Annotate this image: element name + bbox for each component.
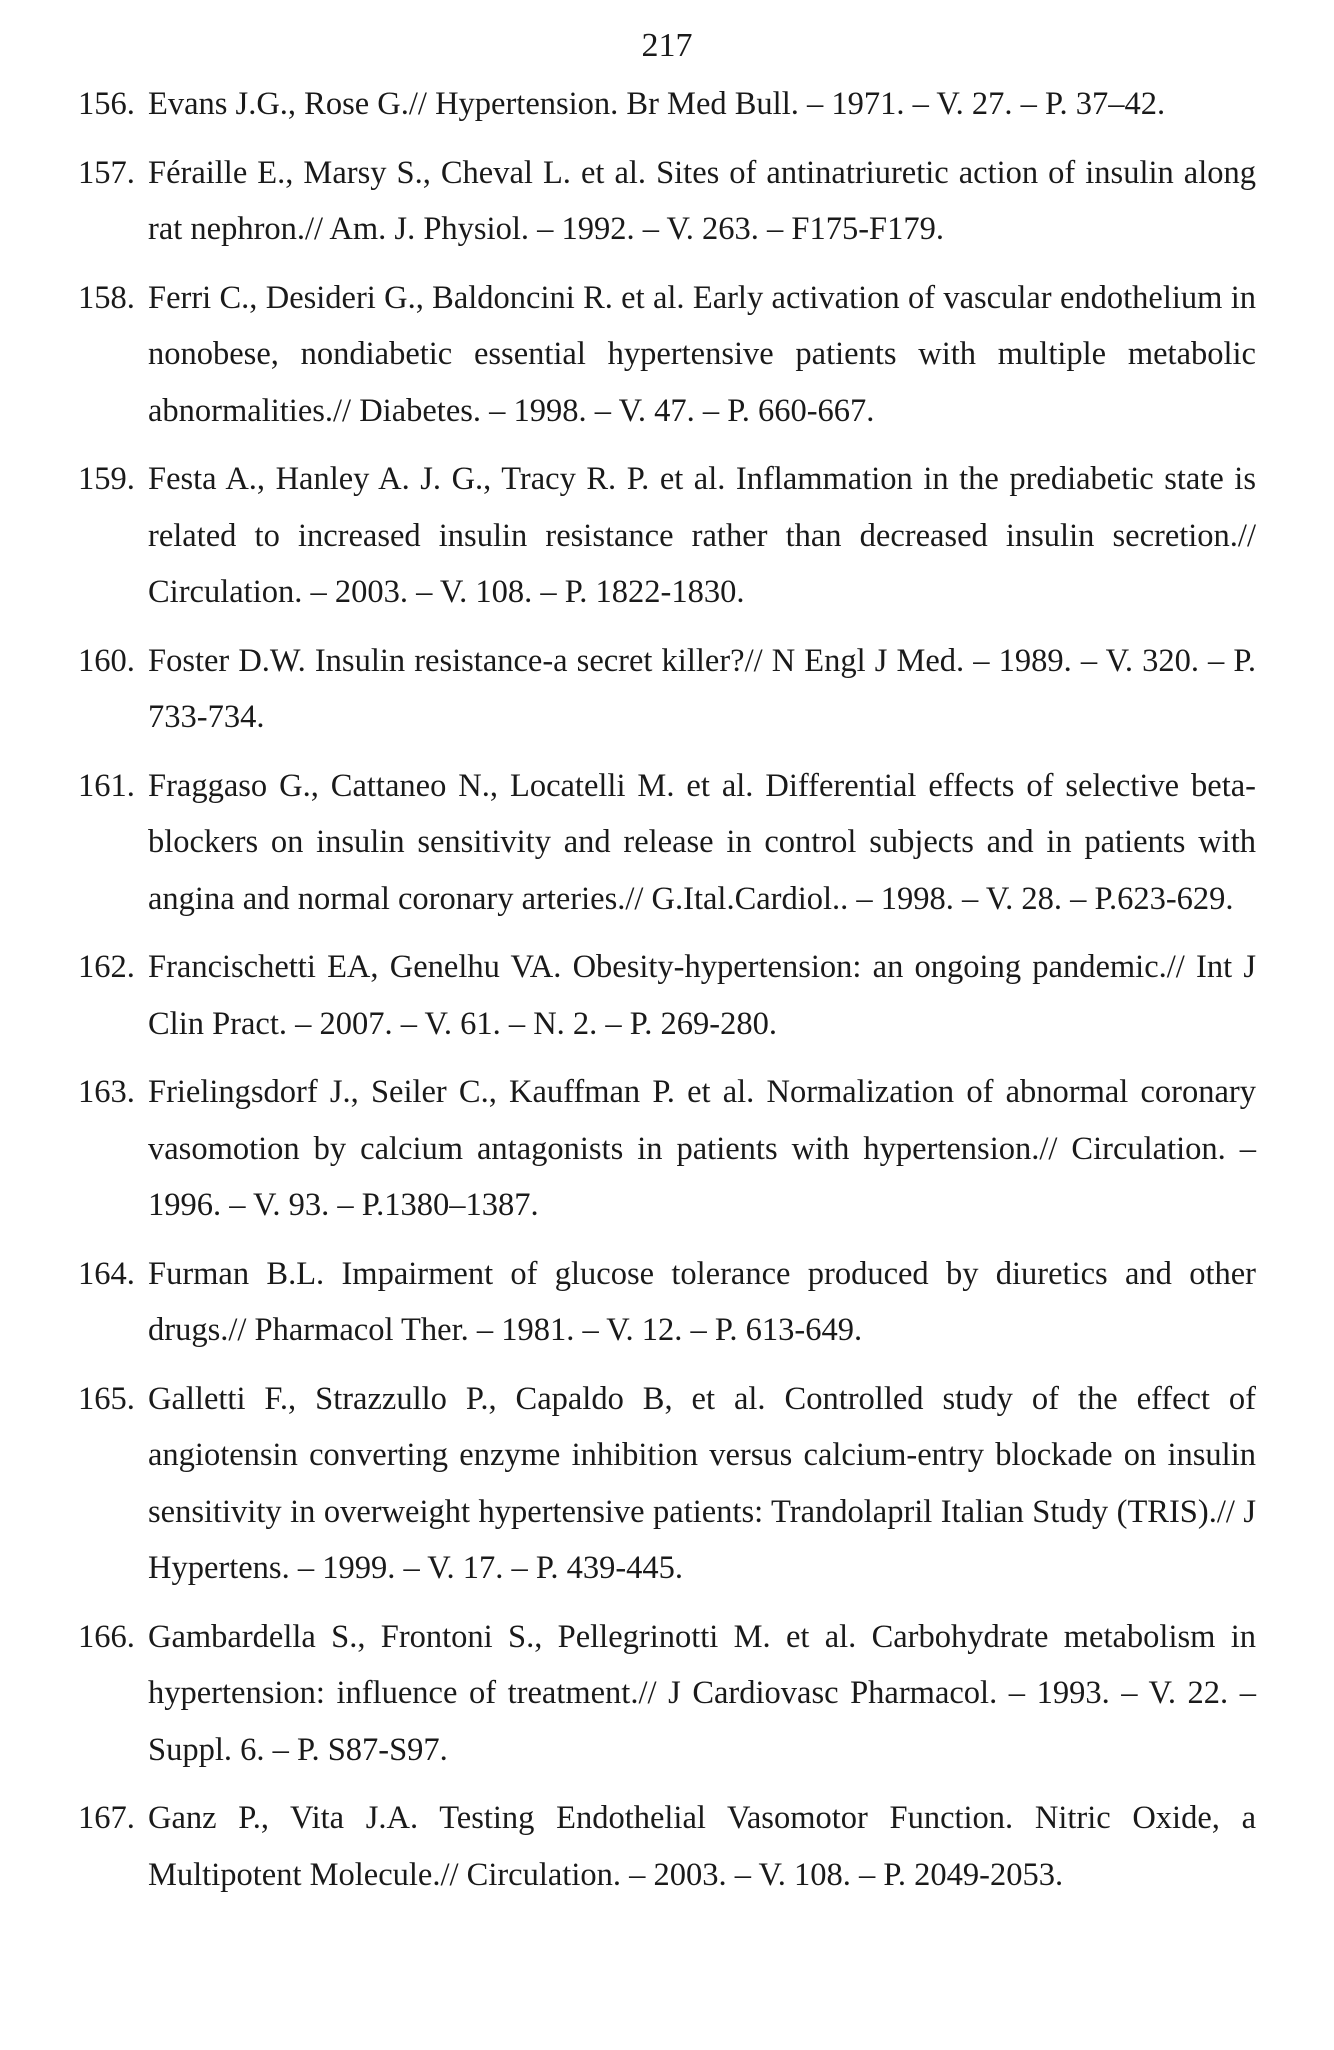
reference-item (0, 451, 1334, 621)
reference-number: 158. (78, 279, 135, 316)
reference-text: Francischetti EA, Genelhu VA. Obesity-hypertension: an ongoing pandemic.// Int J Clin Pract. – 2007. – V. 61. – N. 2. – P. 269-280. (148, 949, 1256, 1042)
reference-text: Ferri C., Desideri G., Baldoncini R. et al. Early activation of vascular endothelium in nonobese, nondiabetic essential hypertensive patients with multiple metabolic abnormalities.// Diabetes. – 1998. – V. 47. – P. 660-667. (148, 279, 1256, 429)
reference-item (0, 1609, 1334, 1779)
reference-item (0, 939, 1334, 1052)
reference-text: Fraggaso G., Cattaneo N., Locatelli M. et al. Differential effects of selective beta-blockers on insulin sensitivity and release in control subjects and in patients with angina and normal coronary arteries.// G.Ital.Cardiol.. – 1998. – V. 28. – P.623-629. (148, 767, 1256, 917)
reference-text: Festa A., Hanley A. J. G., Tracy R. P. et al. Inflammation in the prediabetic state is related to increased insulin resistance rather than decreased insulin secretion.// Circulation. – 2003. – V. 108. – P. 1822-1830. (148, 461, 1256, 610)
reference-item (0, 1064, 1334, 1234)
reference-item (0, 76, 1334, 133)
reference-text: Gambardella S., Frontoni S., Pellegrinotti M. et al. Carbohydrate metabolism in hypertension: influence of treatment.// J Cardiovasc Pharmacol. – 1993. – V. 22. – Suppl. 6. – P. S87-S97. (148, 1618, 1256, 1768)
reference-number: 156. (78, 86, 135, 122)
reference-text: Féraille E., Marsy S., Cheval L. et al. Sites of antinatriuretic action of insulin along rat nephron.// Am. J. Physiol. – 1992. – V. 263. – F175-F179. (148, 154, 1256, 247)
reference-number: 160. (78, 642, 135, 679)
reference-number: 166. (78, 1618, 135, 1655)
reference-text: Foster D.W. Insulin resistance-a secret killer?// N Engl J Med. – 1989. – V. 320. – P. 733-734. (148, 642, 1256, 735)
reference-item (0, 758, 1334, 928)
reference-number: 167. (78, 1800, 135, 1836)
reference-item (0, 145, 1334, 258)
reference-number: 157. (78, 154, 135, 191)
reference-text: Evans J.G., Rose G.// Hypertension. Br Med Bull. – 1971. – V. 27. – P. 37–42. (148, 86, 1166, 122)
reference-number: 161. (78, 767, 135, 804)
reference-text: Frielingsdorf J., Seiler C., Kauffman P. et al. Normalization of abnormal coronary vasomotion by calcium antagonists in patients with hypertension.// Circulation. – 1996. – V. 93. – P.1380–1387. (148, 1074, 1256, 1223)
reference-item (0, 633, 1334, 746)
reference-number: 163. (78, 1074, 135, 1110)
reference-number: 159. (78, 461, 135, 497)
reference-item (0, 1790, 1334, 1903)
reference-item (0, 1246, 1334, 1359)
reference-text: Furman B.L. Impairment of glucose tolerance produced by diuretics and other drugs.// Pharmacol Ther. – 1981. – V. 12. – P. 613-649. (148, 1255, 1256, 1348)
reference-item (0, 270, 1334, 440)
reference-text: Galletti F., Strazzullo P., Capaldo B, et al. Controlled study of the effect of angiotensin converting enzyme inhibition versus calcium-entry blockade on insulin sensitivity in overweight hypertensive patients: Trandolapril Italian Study (TRIS).// J Hypertens. – 1999. – V. 17. – P. 439-445. (148, 1380, 1256, 1586)
reference-text: Ganz P., Vita J.A. Testing Endothelial Vasomotor Function. Nitric Oxide, a Multipotent Molecule.// Circulation. – 2003. – V. 108. – P. 2049-2053. (148, 1800, 1256, 1893)
reference-number: 165. (78, 1380, 135, 1417)
reference-list (0, 76, 1334, 1915)
reference-number: 164. (78, 1255, 135, 1292)
reference-number: 162. (78, 949, 135, 985)
reference-item (0, 1371, 1334, 1597)
page-number: 217 (641, 27, 693, 64)
